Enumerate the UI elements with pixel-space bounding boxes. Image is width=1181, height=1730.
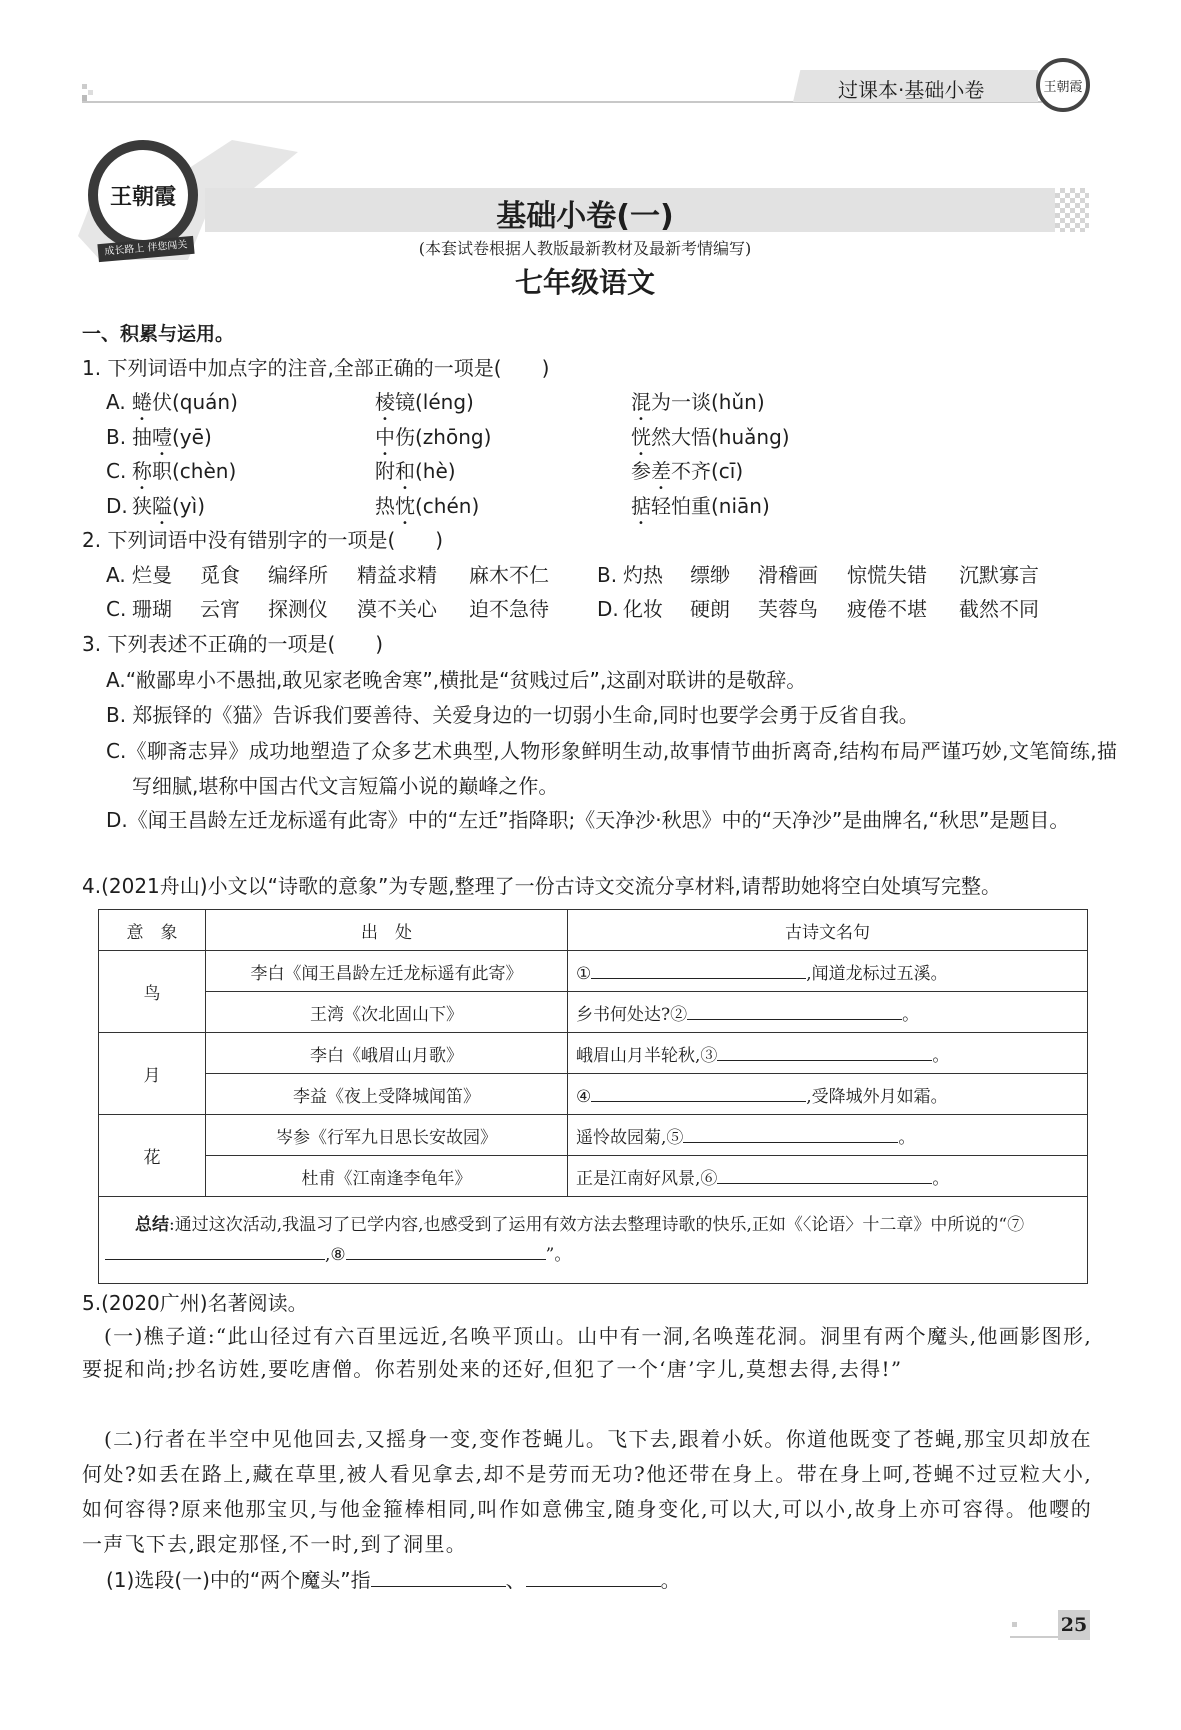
header-series-label: 过课本·基础小卷 [838,78,985,102]
small-logo-text: 王朝霞 [1043,79,1083,95]
answer-blank[interactable] [717,1042,932,1061]
dotted-char: 恍 [631,425,651,449]
q2-word: 麻木不仁 [469,563,549,587]
q5-sub1-sep: 、 [505,1568,526,1592]
blank-demon-2[interactable] [526,1568,661,1587]
quote-cell [568,1033,1088,1074]
q2-word: 迫不急待 [469,597,549,621]
source-cell: 李白《闻王昌龄左迁龙标遥有此寄》 [206,951,568,992]
quote-after: 。 [932,1045,950,1066]
summary-text: :通过这次活动,我温习了已学内容,也感受到了运用有效方法去整理诗歌的快乐,正如《〈论语〉十二章》中所说的“⑦ [169,1215,1025,1235]
q1-word [132,459,236,494]
quote-after: 。 [898,1127,916,1148]
q1-stem: 1. 下列词语中加点字的注音,全部正确的一项是( ) [82,356,550,380]
q4-stem: 4.(2021舟山)小文以“诗歌的意象”为专题,整理了一份古诗文交流分享材料,请帮助她将空白处填写完整。 [82,874,1002,898]
q2-option-label: B. [597,563,618,587]
q2-word: 烂曼 [132,563,172,587]
table-row [99,1156,1088,1197]
q1-word [132,425,212,460]
pinyin: (niān) [711,494,770,518]
poem-table [98,909,1088,1284]
header-quote: 古诗文名句 [568,910,1088,951]
blank-8[interactable] [346,1241,546,1260]
small-logo [1036,58,1090,112]
word-part: 为一谈 [651,390,711,414]
brand-slogan: 成长路上 伴您闯关 [104,239,188,258]
excerpt-2: (二)行者在半空中见他回去,又摇身一变,变作苍蝇儿。飞下去,跟着小妖。你道他既变了苍蝇,那宝贝却放在何处?如丢在路上,藏在草里,被人看见拿去,却不是劳而无功?他还带在身上。带在身上呵,苍蝇不过豆粒大小,如何容得?原来他那宝贝,与他金箍棒相同,叫作如意佛宝,随身变化,可以大,可以小,故身上亦可容得。他嘤的一声飞下去,跟定那怪,不一时,到了洞里。 [82,1427,1092,1556]
q5-sub1-end: 。 [660,1568,681,1592]
quote-before: ④ [576,1086,592,1107]
word-part: 不齐 [671,459,711,483]
q1-word [375,425,491,460]
word-part: 伤 [395,425,415,449]
q1-word [631,390,765,425]
quote-cell [568,1074,1088,1115]
pinyin: (yì) [172,494,205,518]
word-part: 狭 [132,494,152,518]
answer-blank[interactable] [591,960,806,979]
section-heading: 一、积累与运用。 [82,323,235,345]
q2-word: 缥缈 [690,563,730,587]
quote-before: ① [576,963,592,984]
dotted-char: 和 [395,459,415,483]
dotted-char: 中 [375,425,395,449]
q2-word: 硬朗 [690,597,730,621]
summary-end: ”。 [545,1245,572,1265]
q1-option-label: D. [106,494,128,518]
q3-option-b: B. 郑振铎的《猫》告诉我们要善待、关爱身边的一切弱小生命,同时也要学会勇于反省自我。 [106,703,919,727]
q1-word [631,425,790,460]
q2-word: 截然不同 [959,597,1039,621]
q3-option-a: A.“敝鄙卑小不愚拙,敢见家老晚舍寒”,横批是“贫贱过后”,这副对联讲的是敬辞。 [106,668,807,692]
image-cell: 花 [99,1115,206,1197]
footer-decor-dots [1012,1622,1017,1627]
q2-word: 珊瑚 [132,597,172,621]
page-number-box [1058,1610,1090,1640]
q1-word [631,494,770,529]
source-cell: 杜甫《江南逢李龟年》 [206,1156,568,1197]
edition-note: (本套试卷根据人教版最新教材及最新考情编写) [418,239,752,258]
q5-stem: 5.(2020广州)名著阅读。 [82,1291,308,1315]
q2-word: 芙蓉鸟 [758,597,818,621]
q2-word: 云宵 [200,597,240,621]
q1-word [132,494,205,529]
q2-word: 精益求精 [357,563,437,587]
q3-option-d: D.《闻王昌龄左迁龙标遥有此寄》中的“左迁”指降职;《天净沙·秋思》中的“天净沙”是曲牌名,“秋思”是题目。 [106,808,1070,832]
q2-stem: 2. 下列词语中没有错别字的一项是( ) [82,528,444,552]
word-part: 轻怕重 [651,494,711,518]
summary-row [99,1197,1088,1284]
word-part: 镜 [395,390,415,414]
q3-option-c: C.《聊斋志异》成功地塑造了众多艺术典型,人物形象鲜明生动,故事情节曲折离奇,结构布局严谨巧妙,文笔简练,描写细腻,堪称中国古代文言短篇小说的巅峰之作。 [106,739,1117,798]
dotted-char: 蜷 [132,390,152,414]
header-decor [82,84,94,102]
pinyin: (cī) [711,459,744,483]
brand-logo-text: 王朝霞 [109,183,176,210]
q2-word: 疲倦不堪 [847,597,927,621]
word-part: 附 [375,459,395,483]
source-cell: 李益《夜上受降城闻笛》 [206,1074,568,1115]
pinyin: (léng) [415,390,474,414]
excerpt-1: (一)樵子道:“此山径过有六百里远近,名唤平顶山。山中有一洞,名唤莲花洞。洞里有两个魔头,他画影图形,要捉和尚;抄名访姓,要吃唐僧。你若别处来的还好,但犯了一个‘唐’字儿,莫想去得,去得!” [82,1324,1092,1381]
footer-decor [1010,1636,1058,1638]
q5-sub1 [106,1568,681,1592]
q1-word [375,494,479,529]
quote-after: 。 [902,1004,920,1025]
quote-after: ,受降城外月如霜。 [806,1086,948,1107]
answer-blank[interactable] [717,1165,932,1184]
quote-before: 乡书何处达?② [576,1004,688,1025]
dotted-char: 掂 [631,494,651,518]
word-part: 热 [375,494,395,518]
quote-before: 遥怜故园菊,⑤ [576,1127,684,1148]
q2-word: 惊慌失错 [847,563,927,587]
quote-after: 。 [932,1168,950,1189]
source-cell: 王湾《次北固山下》 [206,992,568,1033]
pinyin: (quán) [172,390,238,414]
q2-word: 编绎所 [268,563,328,587]
blank-demon-1[interactable] [371,1568,506,1587]
dotted-char: 混 [631,390,651,414]
q2-word: 探测仪 [268,597,328,621]
table-row [99,1033,1088,1074]
q2-word: 漠不关心 [357,597,437,621]
summary-mid: ,⑧ [325,1245,346,1265]
pinyin: (huǎng) [711,425,790,449]
dotted-char: 忱 [395,494,415,518]
table-row [99,1115,1088,1156]
subject-title: 七年级语文 [514,266,655,299]
answer-blank[interactable] [683,1124,898,1143]
quote-after: ,闻道龙标过五溪。 [806,963,948,984]
quote-cell [568,1115,1088,1156]
word-part: 参 [631,459,651,483]
image-cell: 鸟 [99,951,206,1033]
dotted-char: 称 [132,459,152,483]
q3-stem: 3. 下列表述不正确的一项是( ) [82,632,384,656]
page-number: 25 [1060,1614,1088,1636]
q2-option-label: D. [597,597,619,621]
quote-before: 峨眉山月半轮秋,③ [576,1045,718,1066]
q1-word [375,390,474,425]
q2-word: 觅食 [200,563,240,587]
q2-option-label: C. [106,597,127,621]
quote-cell [568,951,1088,992]
q2-option-label: A. [106,563,126,587]
pinyin: (yē) [172,425,212,449]
table-row [99,951,1088,992]
image-cell: 月 [99,1033,206,1115]
quote-before: 正是江南好风景,⑥ [576,1168,718,1189]
q2-word: 灼热 [623,563,663,587]
q1-option-label: A. [106,390,126,414]
table-header-row [99,910,1088,951]
dotted-char: 差 [651,459,671,483]
q1-word [132,390,238,425]
word-part: 抽 [132,425,152,449]
q2-word: 化妆 [623,597,663,621]
source-cell: 李白《峨眉山月歌》 [206,1033,568,1074]
q1-option-label: B. [106,425,127,449]
blank-7[interactable] [105,1241,325,1260]
q1-word [375,459,456,494]
q1-word [631,459,743,494]
summary-label: 总结 [135,1215,169,1235]
quote-cell [568,992,1088,1033]
answer-blank[interactable] [687,1001,902,1020]
dotted-char: 棱 [375,390,395,414]
q5-sub1-text: (1)选段(一)中的“两个魔头”指 [106,1568,371,1592]
q1-option-label: C. [106,459,127,483]
pinyin: (hǔn) [711,390,765,414]
q2-word: 沉默寡言 [959,563,1039,587]
pinyin: (zhōng) [415,425,492,449]
header-source: 出 处 [206,910,568,951]
table-row [99,1074,1088,1115]
pinyin: (chén) [415,494,480,518]
source-cell: 岑参《行军九日思长安故园》 [206,1115,568,1156]
quote-cell [568,1156,1088,1197]
table-row [99,992,1088,1033]
word-part: 然大悟 [651,425,711,449]
pinyin: (hè) [415,459,456,483]
answer-blank[interactable] [591,1083,806,1102]
dotted-char: 噎 [152,425,172,449]
header-image: 意 象 [99,910,206,951]
dotted-char: 隘 [152,494,172,518]
page-title: 基础小卷(一) [496,199,674,234]
word-part: 职 [152,459,172,483]
word-part: 伏 [152,390,172,414]
pinyin: (chèn) [172,459,237,483]
q2-word: 滑稽画 [758,563,818,587]
